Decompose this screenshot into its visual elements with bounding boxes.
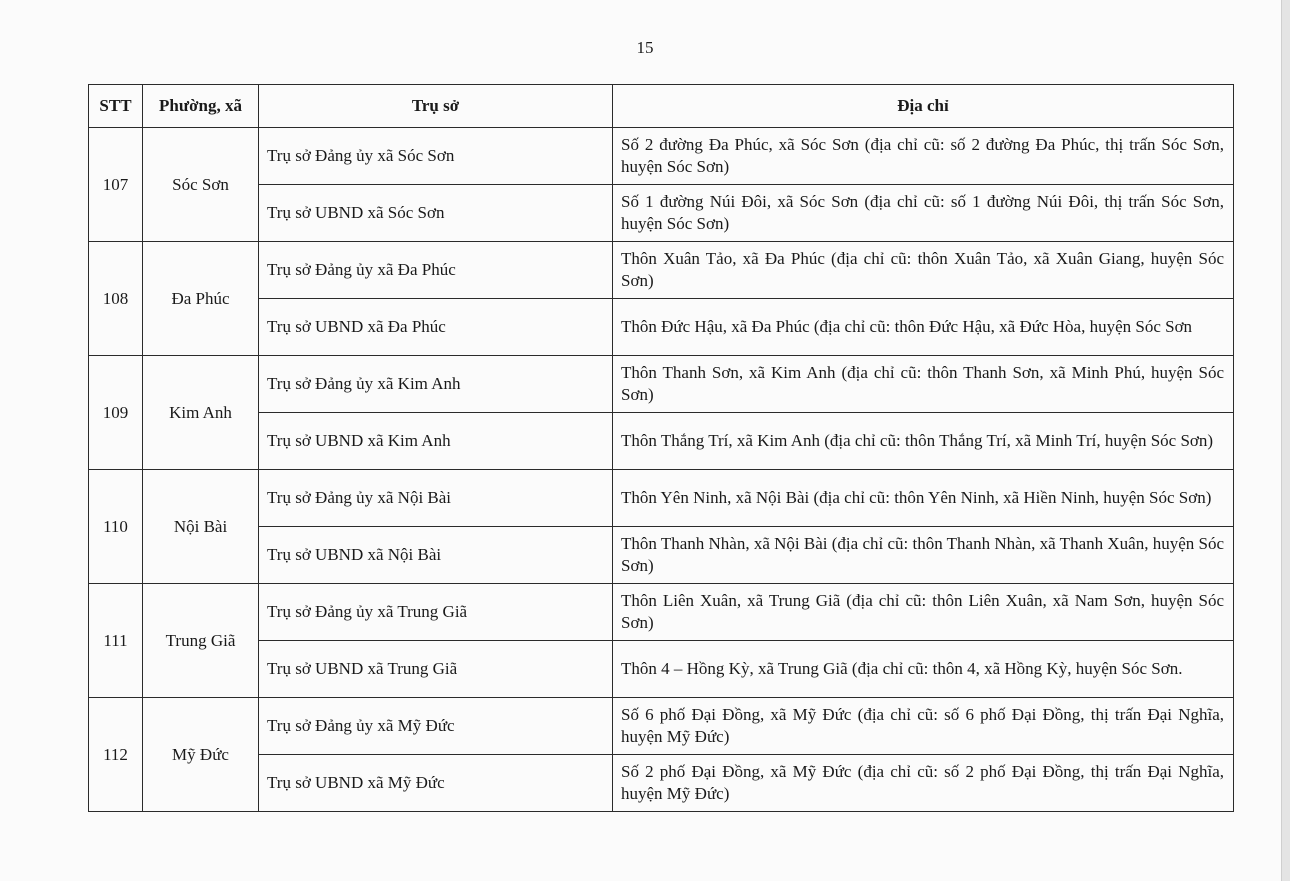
office-cell: Trụ sở UBND xã Nội Bài (259, 527, 613, 584)
office-cell: Trụ sở UBND xã Kim Anh (259, 413, 613, 470)
table-row (89, 299, 1234, 356)
address-cell: Thôn Thanh Nhàn, xã Nội Bài (địa chỉ cũ: thôn Thanh Nhàn, xã Thanh Xuân, huyện Sóc Sơn) (613, 527, 1234, 584)
office-cell: Trụ sở Đảng ủy xã Sóc Sơn (259, 128, 613, 185)
office-cell: Trụ sở UBND xã Mỹ Đức (259, 755, 613, 812)
table-row (89, 242, 1234, 299)
address-cell: Thôn Liên Xuân, xã Trung Giã (địa chỉ cũ: thôn Liên Xuân, xã Nam Sơn, huyện Sóc Sơn) (613, 584, 1234, 641)
address-cell: Thôn Đức Hậu, xã Đa Phúc (địa chỉ cũ: thôn Đức Hậu, xã Đức Hòa, huyện Sóc Sơn (613, 299, 1234, 356)
address-cell: Thôn Yên Ninh, xã Nội Bài (địa chỉ cũ: thôn Yên Ninh, xã Hiền Ninh, huyện Sóc Sơn) (613, 470, 1234, 527)
header-stt: STT (89, 85, 143, 128)
office-cell: Trụ sở Đảng ủy xã Nội Bài (259, 470, 613, 527)
address-cell: Thôn Xuân Tảo, xã Đa Phúc (địa chỉ cũ: thôn Xuân Tảo, xã Xuân Giang, huyện Sóc Sơn) (613, 242, 1234, 299)
office-address-table (88, 84, 1234, 812)
page-edge (1281, 0, 1290, 881)
address-cell: Thôn Thắng Trí, xã Kim Anh (địa chỉ cũ: thôn Thắng Trí, xã Minh Trí, huyện Sóc Sơn) (613, 413, 1234, 470)
office-cell: Trụ sở UBND xã Đa Phúc (259, 299, 613, 356)
table-row (89, 413, 1234, 470)
office-cell: Trụ sở Đảng ủy xã Kim Anh (259, 356, 613, 413)
table-row (89, 698, 1234, 755)
ward-cell: Đa Phúc (143, 242, 259, 356)
ward-cell: Nội Bài (143, 470, 259, 584)
stt-cell: 109 (89, 356, 143, 470)
ward-cell: Kim Anh (143, 356, 259, 470)
ward-cell: Trung Giã (143, 584, 259, 698)
table-row (89, 128, 1234, 185)
office-cell: Trụ sở UBND xã Trung Giã (259, 641, 613, 698)
stt-cell: 107 (89, 128, 143, 242)
office-cell: Trụ sở UBND xã Sóc Sơn (259, 185, 613, 242)
office-cell: Trụ sở Đảng ủy xã Mỹ Đức (259, 698, 613, 755)
table-row (89, 584, 1234, 641)
stt-cell: 112 (89, 698, 143, 812)
header-office: Trụ sở (259, 85, 613, 128)
table-row (89, 356, 1234, 413)
ward-cell: Sóc Sơn (143, 128, 259, 242)
table-body (89, 128, 1234, 812)
table-row (89, 185, 1234, 242)
office-cell: Trụ sở Đảng ủy xã Đa Phúc (259, 242, 613, 299)
address-cell: Thôn 4 – Hồng Kỳ, xã Trung Giã (địa chỉ cũ: thôn 4, xã Hồng Kỳ, huyện Sóc Sơn. (613, 641, 1234, 698)
address-cell: Số 2 phố Đại Đồng, xã Mỹ Đức (địa chỉ cũ: số 2 phố Đại Đồng, thị trấn Đại Nghĩa, huyện Mỹ Đức) (613, 755, 1234, 812)
stt-cell: 111 (89, 584, 143, 698)
header-address: Địa chỉ (613, 85, 1234, 128)
office-cell: Trụ sở Đảng ủy xã Trung Giã (259, 584, 613, 641)
header-ward: Phường, xã (143, 85, 259, 128)
address-cell: Số 6 phố Đại Đồng, xã Mỹ Đức (địa chỉ cũ: số 6 phố Đại Đồng, thị trấn Đại Nghĩa, huyện Mỹ Đức) (613, 698, 1234, 755)
stt-cell: 108 (89, 242, 143, 356)
table-row (89, 470, 1234, 527)
page-number: 15 (636, 38, 654, 57)
address-cell: Thôn Thanh Sơn, xã Kim Anh (địa chỉ cũ: thôn Thanh Sơn, xã Minh Phú, huyện Sóc Sơn) (613, 356, 1234, 413)
stt-cell: 110 (89, 470, 143, 584)
table-row (89, 527, 1234, 584)
table-header-row (89, 85, 1234, 128)
table-row (89, 755, 1234, 812)
table-row (89, 641, 1234, 698)
address-cell: Số 1 đường Núi Đôi, xã Sóc Sơn (địa chỉ cũ: số 1 đường Núi Đôi, thị trấn Sóc Sơn, huyện Sóc Sơn) (613, 185, 1234, 242)
address-cell: Số 2 đường Đa Phúc, xã Sóc Sơn (địa chỉ cũ: số 2 đường Đa Phúc, thị trấn Sóc Sơn, huyện Sóc Sơn) (613, 128, 1234, 185)
ward-cell: Mỹ Đức (143, 698, 259, 812)
